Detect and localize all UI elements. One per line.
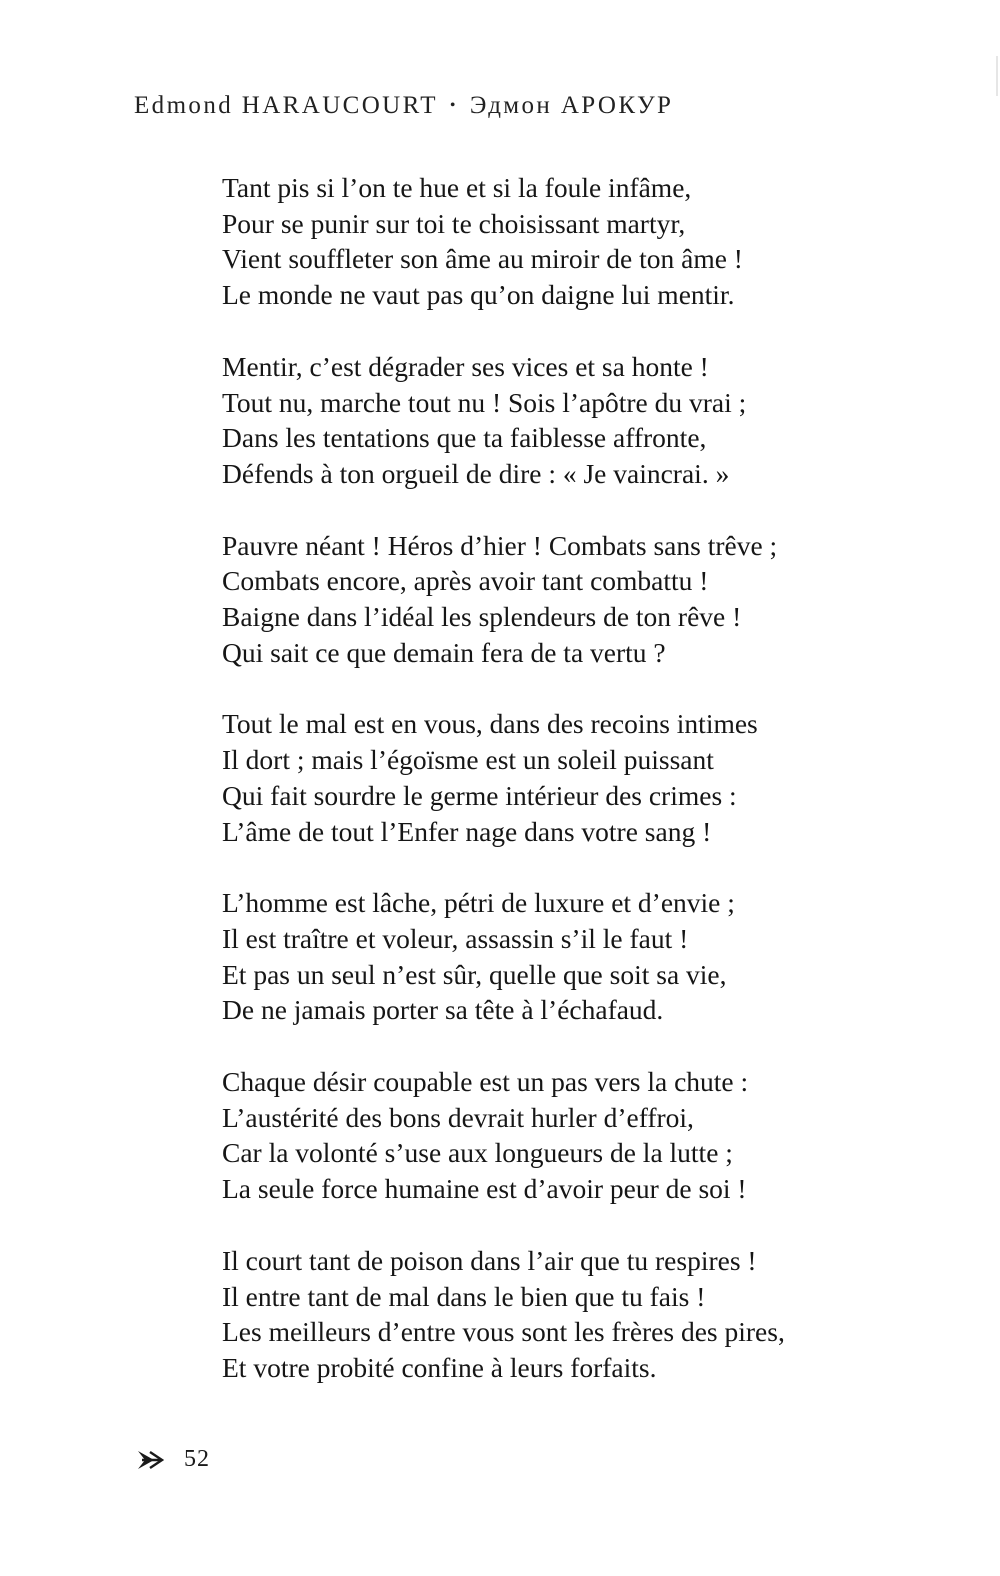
stanza bbox=[222, 1064, 862, 1207]
poem-line: Il court tant de poison dans l’air que tu respires ! bbox=[222, 1244, 757, 1276]
stanza bbox=[222, 885, 862, 1028]
poem-line: Et pas un seul n’est sûr, quelle que soit sa vie, bbox=[222, 958, 727, 990]
page-number: 52 bbox=[184, 1446, 210, 1472]
poem-line: Combats encore, après avoir tant combattu ! bbox=[222, 565, 709, 597]
poem-line: Défends à ton orgueil de dire : « Je vaincrai. » bbox=[222, 457, 730, 489]
poem-line: Le monde ne vaut pas qu’on daigne lui mentir. bbox=[222, 279, 735, 311]
poem-line: Dans les tentations que ta faiblesse affronte, bbox=[222, 422, 707, 454]
poem-line: Et votre probité confine à leurs forfaits. bbox=[222, 1351, 657, 1383]
poem-line: Tout le mal est en vous, dans des recoins intimes bbox=[222, 708, 758, 740]
poem-line: Les meilleurs d’entre vous sont les frères des pires, bbox=[222, 1316, 785, 1348]
page-footer bbox=[136, 1446, 210, 1473]
poem-line: Pour se punir sur toi te choisissant martyr, bbox=[222, 207, 686, 239]
page-edge-mark bbox=[996, 56, 998, 96]
poem-line: Il est traître et voleur, assassin s’il le faut ! bbox=[222, 922, 689, 954]
poem-line: Car la volonté s’use aux longueurs de la lutte ; bbox=[222, 1137, 733, 1169]
poem-line: Mentir, c’est dégrader ses vices et sa honte ! bbox=[222, 350, 709, 382]
stanza bbox=[222, 349, 862, 492]
poem-line: Vient souffleter son âme au miroir de ton âme ! bbox=[222, 243, 743, 275]
poem-line: Chaque désir coupable est un pas vers la chute : bbox=[222, 1066, 749, 1098]
poem-line: Tant pis si l’on te hue et si la foule infâme, bbox=[222, 172, 692, 203]
stanza bbox=[222, 706, 862, 849]
header-separator: • bbox=[449, 97, 458, 114]
stanza bbox=[222, 1243, 862, 1386]
poem-line: L’âme de tout l’Enfer nage dans votre sang ! bbox=[222, 815, 712, 847]
author-cyrillic: Эдмон АРОКУР bbox=[469, 92, 674, 119]
stanza bbox=[222, 528, 862, 671]
poem-line: Il entre tant de mal dans le bien que tu fais ! bbox=[222, 1280, 706, 1312]
poem-line: La seule force humaine est d’avoir peur de soi ! bbox=[222, 1173, 747, 1205]
poem-line: Pauvre néant ! Héros d’hier ! Combats sans trêve ; bbox=[222, 529, 778, 561]
poem-line: De ne jamais porter sa tête à l’échafaud. bbox=[222, 994, 664, 1026]
stanza bbox=[222, 170, 862, 313]
running-head bbox=[134, 92, 673, 120]
poem-line: Il dort ; mais l’égoïsme est un soleil puissant bbox=[222, 744, 714, 776]
poem-line: L’austérité des bons devrait hurler d’effroi, bbox=[222, 1101, 694, 1133]
author-latin: Edmond HARAUCOURT bbox=[134, 92, 438, 119]
poem-line: Tout nu, marche tout nu ! Sois l’apôtre du vrai ; bbox=[222, 386, 747, 418]
poem-line: L’homme est lâche, pétri de luxure et d’envie ; bbox=[222, 887, 735, 919]
poem-line: Qui sait ce que demain fera de ta vertu ? bbox=[222, 636, 666, 668]
poem-line: Baigne dans l’idéal les splendeurs de ton rêve ! bbox=[222, 601, 742, 633]
poem-line: Qui fait sourdre le germe intérieur des crimes : bbox=[222, 779, 737, 811]
arrow-right-icon bbox=[136, 1449, 164, 1471]
poem bbox=[222, 170, 862, 1422]
